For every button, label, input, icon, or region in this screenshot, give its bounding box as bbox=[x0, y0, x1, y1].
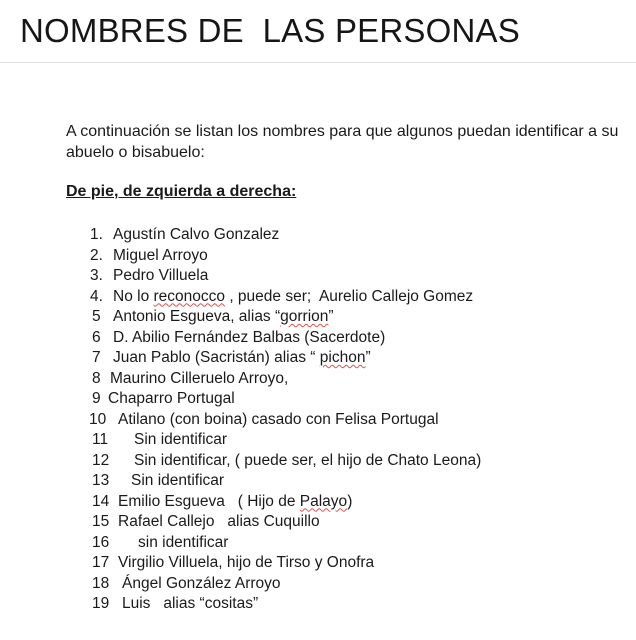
spellcheck-flagged-word: pichon bbox=[319, 349, 366, 366]
list-item-number: 19 bbox=[92, 595, 110, 612]
list-item bbox=[0, 307, 636, 327]
list-item-text-part: Sin identificar, ( puede ser, el hijo de Chato Leona) bbox=[134, 451, 482, 469]
list-item-text-part: Atilano (con boina) casado con Felisa Portugal bbox=[118, 410, 439, 428]
list-item bbox=[0, 574, 636, 594]
list-item bbox=[0, 553, 636, 573]
list-item-number: 9 bbox=[92, 390, 101, 407]
list-item-number: 11 bbox=[92, 431, 109, 448]
list-item-number: 12 bbox=[92, 451, 110, 469]
list-item-number: 1. bbox=[90, 226, 103, 243]
list-item-text bbox=[110, 369, 288, 389]
list-item-text bbox=[138, 533, 228, 553]
list-item-text-part: sin identificar bbox=[138, 533, 229, 551]
list-item-text-part: , puede ser; Aurelio Callejo Gomez bbox=[225, 287, 474, 305]
list-item-text-part: Sin identificar bbox=[134, 431, 228, 448]
list-item-number: 10 bbox=[89, 410, 107, 428]
list-item-text-part: Rafael Callejo alias Cuquillo bbox=[118, 513, 320, 530]
list-item-text-part: D. Abilio Fernández Balbas (Sacerdote) bbox=[113, 328, 386, 346]
list-item bbox=[0, 369, 636, 389]
section-subtitle: De pie, de zquierda a derecha: bbox=[66, 183, 297, 200]
list-item bbox=[0, 287, 636, 307]
list-item-text-part: No lo bbox=[113, 287, 154, 305]
list-item bbox=[0, 328, 636, 348]
list-item-text bbox=[113, 266, 208, 286]
list-item bbox=[0, 266, 636, 286]
list-item-number: 13 bbox=[92, 472, 110, 489]
list-item bbox=[0, 389, 636, 409]
list-item-text bbox=[113, 287, 473, 307]
list-item-text-part: Pedro Villuela bbox=[113, 267, 209, 284]
list-item-text-part: Sin identificar bbox=[131, 472, 225, 489]
list-item-text-part: Agustín Calvo Gonzalez bbox=[113, 226, 280, 243]
list-item-number: 4. bbox=[90, 287, 103, 305]
spellcheck-flagged-word: Palayo bbox=[299, 492, 348, 510]
list-item-text bbox=[113, 225, 279, 245]
list-item-text-part: Emilio Esgueva ( Hijo de bbox=[118, 492, 300, 510]
list-item-text bbox=[122, 594, 258, 614]
list-item-text-part: Miguel Arroyo bbox=[113, 246, 208, 264]
list-item-number: 8 bbox=[92, 369, 101, 387]
list-item-number: 3. bbox=[90, 267, 103, 284]
list-item-text bbox=[113, 348, 371, 368]
list-item-text-part: Chaparro Portugal bbox=[108, 390, 235, 407]
list-item-number: 16 bbox=[92, 533, 110, 551]
list-item-text bbox=[122, 574, 281, 594]
list-item-text bbox=[113, 307, 334, 327]
list-item bbox=[0, 492, 636, 512]
list-item bbox=[0, 594, 636, 614]
list-item-number: 7 bbox=[92, 349, 101, 366]
list-item-text-part: Ángel González Arroyo bbox=[122, 574, 281, 592]
list-item-number: 5 bbox=[92, 308, 101, 325]
list-item-text bbox=[108, 389, 235, 409]
list-item-number: 2. bbox=[90, 246, 103, 264]
list-item-text bbox=[131, 471, 224, 491]
list-item-text-part: Virgilio Villuela, hijo de Tirso y Onofra bbox=[118, 554, 375, 571]
list-item-number: 17 bbox=[92, 554, 110, 571]
list-item bbox=[0, 348, 636, 368]
intro-paragraph: A continuación se listan los nombres para que algunos puedan identificar a su abuelo o bisabuelo: bbox=[66, 123, 619, 161]
list-item bbox=[0, 512, 636, 532]
page-title: NOMBRES DE LAS PERSONAS bbox=[20, 12, 520, 49]
list-item-text-part: Luis alias “cositas” bbox=[122, 595, 259, 612]
list-item-text-part: ) bbox=[347, 492, 353, 510]
list-item-text-part: ” bbox=[365, 349, 371, 366]
list-item-text bbox=[113, 246, 208, 266]
list-item-text-part: ” bbox=[328, 308, 334, 325]
list-item bbox=[0, 430, 636, 450]
list-item bbox=[0, 410, 636, 430]
list-item-number: 18 bbox=[92, 574, 110, 592]
list-item-text bbox=[118, 410, 439, 430]
header-divider bbox=[0, 62, 636, 63]
list-item-text-part: Antonio Esgueva, alias “ bbox=[113, 308, 281, 325]
list-item-text bbox=[134, 430, 227, 450]
list-item-text bbox=[118, 492, 352, 512]
list-item bbox=[0, 246, 636, 266]
list-item-text bbox=[113, 328, 385, 348]
list-item-number: 6 bbox=[92, 328, 101, 346]
list-item-text-part: Juan Pablo (Sacristán) alias “ bbox=[113, 349, 320, 366]
list-item bbox=[0, 471, 636, 491]
list-item-text-part: Maurino Cilleruelo Arroyo, bbox=[110, 369, 289, 387]
list-item-text bbox=[118, 553, 374, 573]
list-item-text bbox=[134, 451, 481, 471]
spellcheck-flagged-word: gorrion bbox=[280, 308, 329, 325]
list-item-text bbox=[118, 512, 320, 532]
list-item bbox=[0, 225, 636, 245]
list-item-number: 14 bbox=[92, 492, 110, 510]
spellcheck-flagged-word: reconocco bbox=[153, 287, 226, 305]
list-item bbox=[0, 533, 636, 553]
list-item bbox=[0, 451, 636, 471]
list-item-number: 15 bbox=[92, 513, 110, 530]
